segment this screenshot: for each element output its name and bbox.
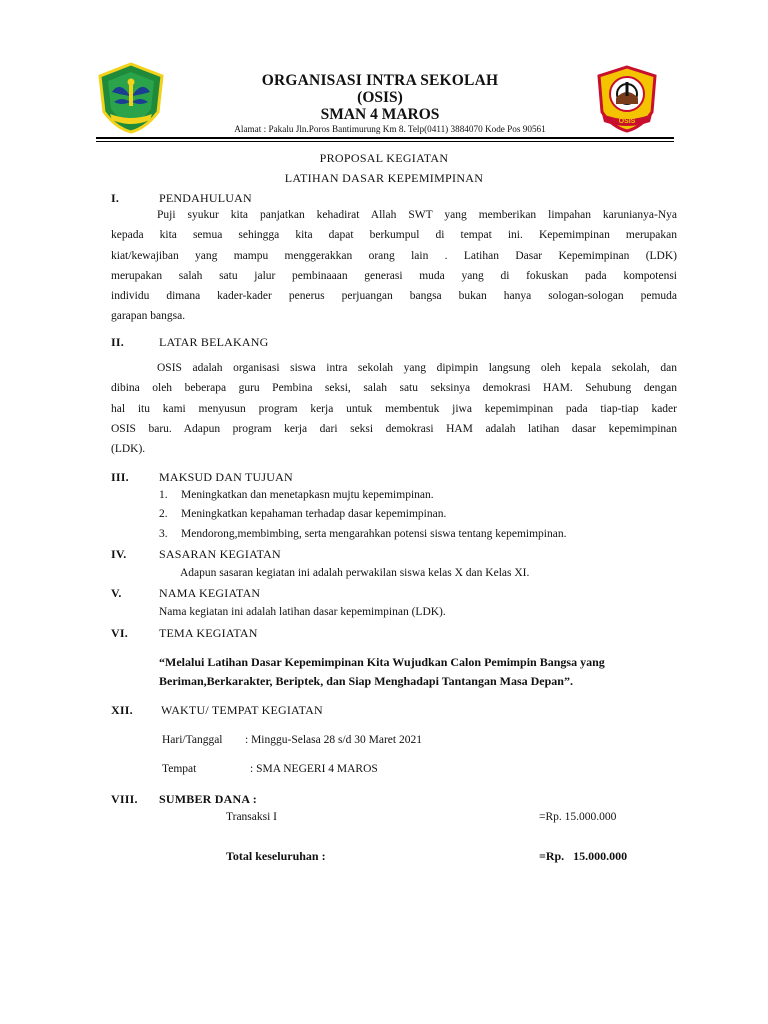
list-item-text: Mendorong,membimbing, serta mengarahkan potensi siswa tentang kepemimpinan. <box>181 528 567 540</box>
school-emblem-logo <box>96 62 166 134</box>
list-item-text: Meningkatkan kepahaman terhadap dasar kepemimpinan. <box>181 508 447 520</box>
paragraph-line: (LDK). <box>111 443 146 456</box>
section-number: V. <box>111 586 122 600</box>
paragraph-line: kepada kita semua sehingga kita dapat berkumpul di tempat ini. Kepemimpinan merupakan <box>111 229 677 242</box>
place-value: : SMA NEGERI 4 MAROS <box>250 763 378 775</box>
background-paragraph <box>111 358 677 459</box>
list-item-number: 1. <box>159 489 168 501</box>
section-number: III. <box>111 470 129 484</box>
paragraph-line: kiat/kewajiban yang mampu menggerakkan orang lain . Latihan Dasar Kepemimpinan (LDK) <box>111 249 677 262</box>
paragraph-line: Puji syukur kita panjatkan kehadirat Allah SWT yang memberikan limpahan karunianya-Nya <box>157 209 677 221</box>
org-name-line1: ORGANISASI INTRA SEKOLAH <box>261 72 499 89</box>
section-title: WAKTU/ TEMPAT KEGIATAN <box>161 703 323 717</box>
section-number: IV. <box>111 547 127 561</box>
section-number: II. <box>111 335 124 349</box>
section-title: SASARAN KEGIATAN <box>159 547 281 561</box>
list-item-number: 3. <box>159 528 168 540</box>
proposal-subtitle: LATIHAN DASAR KEPEMIMPINAN <box>284 171 484 185</box>
org-name-line3: SMAN 4 MAROS <box>320 106 440 123</box>
school-address: Alamat : Pakalu Jln.Poros Bantimurung Km 8. Telp(0411) 3884070 Kode Pos 90561 <box>234 124 546 134</box>
section-number: VI. <box>111 626 128 640</box>
paragraph-line: hal itu kami menyusun program kerja untuk membentuk jiwa kepemimpinan pada tiap-tiap kader <box>111 402 677 415</box>
intro-paragraph <box>111 205 677 327</box>
theme-line-1: “Melalui Latihan Dasar Kepemimpinan Kita Wujudkan Calon Pemimpin Bangsa yang <box>159 655 605 669</box>
section-number: XII. <box>111 703 133 717</box>
paragraph-line: OSIS baru. Adapun program kerja dari seksi demokrasi HAM adalah latihan dasar kepemimpinan <box>111 422 677 435</box>
section-title: TEMA KEGIATAN <box>159 626 258 640</box>
org-name-line2: (OSIS) <box>357 89 403 106</box>
section-number: I. <box>111 191 120 205</box>
fund-row-value: =Rp. 15.000.000 <box>539 811 617 823</box>
fund-total-label: Total keseluruhan : <box>226 849 326 863</box>
section-title: NAMA KEGIATAN <box>159 586 261 600</box>
list-item-text: Meningkatkan dan menetapkasn mujtu kepemimpinan. <box>181 489 434 501</box>
list-item-number: 2. <box>159 508 168 520</box>
paragraph-line: individu dimana kader-kader penerus perjuangan bangsa bukan hanya sologan-sologan pemuda <box>111 290 677 303</box>
section-number: VIII. <box>111 792 138 806</box>
osis-logo <box>592 64 662 134</box>
date-label: Hari/Tanggal <box>162 734 223 746</box>
letterhead-rule-thin <box>96 141 674 142</box>
fund-total-value: =Rp. 15.000.000 <box>539 849 628 863</box>
fund-row-label: Transaksi I <box>226 811 278 823</box>
proposal-title: PROPOSAL KEGIATAN <box>319 151 449 165</box>
activity-name-text: Nama kegiatan ini adalah latihan dasar kepemimpinan (LDK). <box>159 606 446 618</box>
place-label: Tempat <box>162 763 197 775</box>
date-value: : Minggu-Selasa 28 s/d 30 Maret 2021 <box>245 734 422 746</box>
target-text: Adapun sasaran kegiatan ini adalah perwakilan siswa kelas X dan Kelas XI. <box>180 567 530 579</box>
paragraph-line: garapan bangsa. <box>111 310 186 323</box>
section-title: MAKSUD DAN TUJUAN <box>159 470 293 484</box>
letterhead-rule-thick <box>96 137 674 139</box>
paragraph-line: OSIS adalah organisasi siswa intra sekolah yang dipimpin langsung oleh kepala sekolah, dan <box>157 362 677 374</box>
paragraph-line: merupakan salah satu jalur pembinaaan generasi muda yang di fokuskan pada kompotensi <box>111 269 677 282</box>
osis-logo-text: OSIS <box>618 118 636 125</box>
theme-line-2: Beriman,Berkarakter, Beriptek, dan Siap Menghadapi Tantangan Masa Depan”. <box>159 674 573 688</box>
section-title: SUMBER DANA : <box>159 792 257 806</box>
section-title: LATAR BELAKANG <box>159 335 269 349</box>
paragraph-line: dibina oleh beberapa guru Pembina seksi, salah satu seksinya demokrasi HAM. Sehubung dengan <box>111 382 677 395</box>
section-title: PENDAHULUAN <box>159 191 252 205</box>
